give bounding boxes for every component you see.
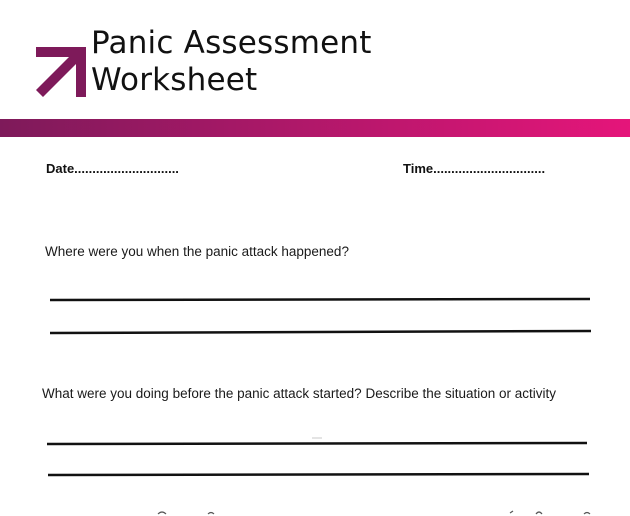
answer-line-q2-1[interactable] [47, 443, 587, 444]
answer-line-q1-1[interactable] [50, 299, 590, 300]
page-title [91, 25, 372, 99]
answer-line-q1-2[interactable] [50, 331, 591, 333]
question-1: Where were you when the panic attack happened? [45, 244, 349, 259]
arrow-up-right-icon [36, 47, 86, 97]
header-band [0, 119, 630, 137]
question-2: What were you doing before the panic attack started? Describe the situation or activity [42, 386, 557, 401]
time-field[interactable]: Time............................... [403, 161, 546, 176]
title-line-2: Worksheet [91, 62, 258, 98]
title-line-1: Panic Assessment [91, 25, 372, 61]
answer-line-q2-2[interactable] [48, 474, 589, 475]
date-field[interactable]: Date............................. [46, 161, 179, 176]
